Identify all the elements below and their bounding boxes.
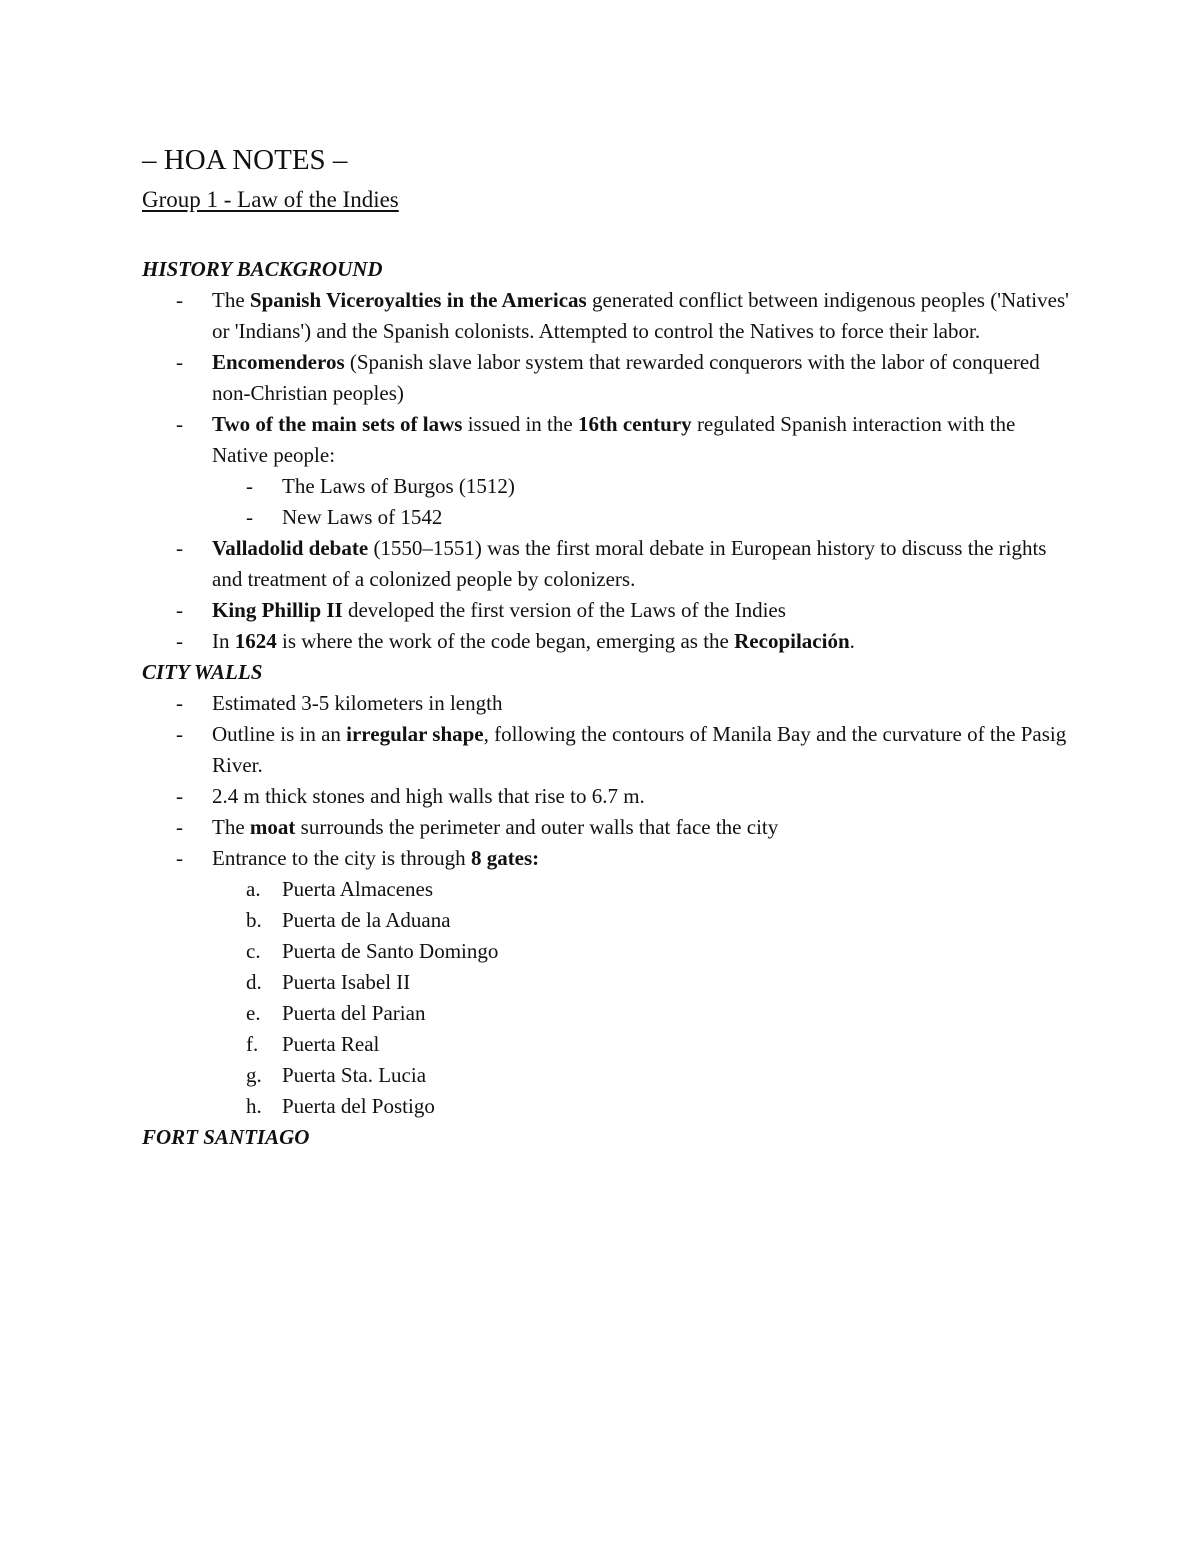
gate-list-item: e. Puerta del Parian <box>142 998 1072 1029</box>
list-item: - Outline is in an irregular shape, following the contours of Manila Bay and the curvature of the Pasig River. <box>142 719 1072 781</box>
alpha-marker: f. <box>246 1032 259 1056</box>
bullet-marker: - <box>246 505 253 529</box>
bullet-marker: - <box>176 412 183 436</box>
list-item: - Estimated 3-5 kilometers in length <box>142 688 1072 719</box>
list-item: - The moat surrounds the perimeter and outer walls that face the city <box>142 812 1072 843</box>
gate-list-item: c. Puerta de Santo Domingo <box>142 936 1072 967</box>
list-item: - Valladolid debate (1550–1551) was the first moral debate in European history to discuss the rights and treatment of a colonized people by colonizers. <box>142 533 1072 595</box>
bullet-marker: - <box>246 474 253 498</box>
list-item: - Two of the main sets of laws issued in the 16th century regulated Spanish interaction with the Native people: <box>142 409 1072 471</box>
section-heading-fort-santiago: FORT SANTIAGO <box>142 1125 310 1149</box>
alpha-marker: a. <box>246 877 261 901</box>
bullet-marker: - <box>176 536 183 560</box>
alpha-marker: b. <box>246 908 262 932</box>
list-item: - 2.4 m thick stones and high walls that rise to 6.7 m. <box>142 781 1072 812</box>
alpha-marker: d. <box>246 970 262 994</box>
bullet-marker: - <box>176 629 183 653</box>
alpha-marker: g. <box>246 1063 262 1087</box>
document-title: – HOA NOTES – <box>142 144 348 176</box>
gate-list-item: h. Puerta del Postigo <box>142 1091 1072 1122</box>
alpha-marker: c. <box>246 939 261 963</box>
bullet-marker: - <box>176 350 183 374</box>
list-item: - Entrance to the city is through 8 gates: <box>142 843 1072 874</box>
section-heading-history: HISTORY BACKGROUND <box>142 257 383 281</box>
gate-list-item: g. Puerta Sta. Lucia <box>142 1060 1072 1091</box>
bullet-marker: - <box>176 722 183 746</box>
sub-list-item: - New Laws of 1542 <box>142 502 1072 533</box>
document-subtitle: Group 1 - Law of the Indies <box>142 187 399 212</box>
bullet-marker: - <box>176 288 183 312</box>
gate-list-item: a. Puerta Almacenes <box>142 874 1072 905</box>
list-item: - The Spanish Viceroyalties in the Americas generated conflict between indigenous peoples ('Natives' or 'Indians') and the Spanish colonists. Attempted to control the Natives to force their labor. <box>142 285 1072 347</box>
document-body <box>142 254 1072 1153</box>
list-item: - Encomenderos (Spanish slave labor system that rewarded conquerors with the labor of conquered non-Christian peoples) <box>142 347 1072 409</box>
list-item: - King Phillip II developed the first version of the Laws of the Indies <box>142 595 1072 626</box>
alpha-marker: e. <box>246 1001 261 1025</box>
sub-list-item: - The Laws of Burgos (1512) <box>142 471 1072 502</box>
bullet-marker: - <box>176 598 183 622</box>
section-heading-city-walls: CITY WALLS <box>142 660 263 684</box>
gate-list-item: d. Puerta Isabel II <box>142 967 1072 998</box>
bullet-marker: - <box>176 846 183 870</box>
bullet-marker: - <box>176 691 183 715</box>
alpha-marker: h. <box>246 1094 262 1118</box>
bullet-marker: - <box>176 784 183 808</box>
list-item: - In 1624 is where the work of the code began, emerging as the Recopilación. <box>142 626 1072 657</box>
bullet-marker: - <box>176 815 183 839</box>
gate-list-item: b. Puerta de la Aduana <box>142 905 1072 936</box>
gate-list-item: f. Puerta Real <box>142 1029 1072 1060</box>
